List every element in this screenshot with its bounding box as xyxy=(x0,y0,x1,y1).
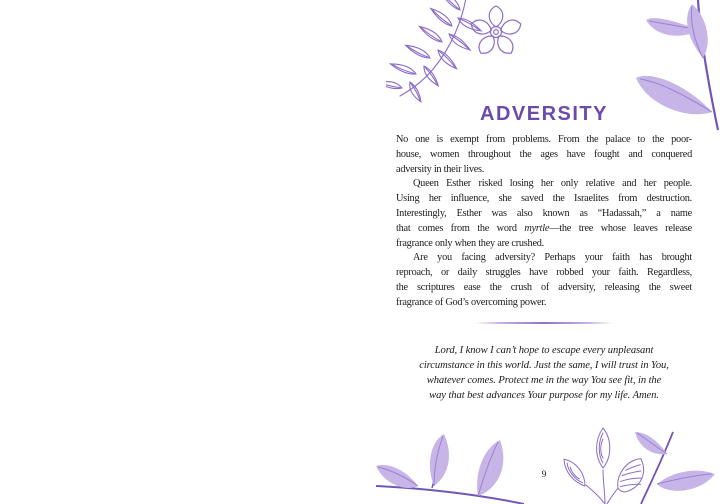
flower-branch-line-art-decoration xyxy=(386,0,526,112)
prayer-text-line: Lord, I know I can’t hope to escape every unpleasant xyxy=(434,345,654,356)
body-text-line: house, women throughout the ages have fought and conquered xyxy=(396,148,692,160)
leaves-bottom-right-decoration xyxy=(555,424,720,504)
right-page xyxy=(360,0,720,504)
body-text-line: the scriptures ease the crush of adversity, releasing the sweet xyxy=(396,281,692,293)
body-text xyxy=(396,133,692,311)
page-number: 9 xyxy=(541,470,547,480)
body-text-line: that comes from the word myrtle—the tree whose leaves release xyxy=(396,222,692,234)
body-text-line: Interestingly, Esther was also known as “Hadassah,” a name xyxy=(396,207,692,219)
body-text-line: Are you facing adversity? Perhaps your faith has brought xyxy=(413,252,692,264)
leaves-bottom-left-decoration xyxy=(376,428,524,504)
body-text-line: fragrance only when they are crushed. xyxy=(396,237,544,249)
flower-icon xyxy=(469,6,523,57)
body-text-line: adversity in their lives. xyxy=(396,163,485,175)
body-text-line: reproach, or daily struggles have robbed your faith. Regardless, xyxy=(396,267,692,279)
section-divider xyxy=(396,322,692,324)
prayer-text-line: circumstance in this world. Just the same, I will trust in You, xyxy=(419,360,669,371)
chapter-title: ADVERSITY xyxy=(480,103,608,125)
prayer-text xyxy=(396,343,692,403)
prayer-text-line: way that best advances Your purpose for my life. Amen. xyxy=(429,390,659,401)
prayer-text-line: whatever comes. Protect me in the way You see fit, in the xyxy=(426,375,662,386)
divider-rule xyxy=(475,322,613,324)
italic-word: myrtle xyxy=(524,222,550,234)
body-text-line: Queen Esther risked losing her only relative and her people. xyxy=(413,178,692,190)
body-text-line: No one is exempt from problems. From the palace to the poor- xyxy=(396,134,692,145)
body-text-line: Using her influence, she saved the Israelites from destruction. xyxy=(396,193,692,205)
body-text-line: fragrance of God’s overcoming power. xyxy=(396,296,547,308)
